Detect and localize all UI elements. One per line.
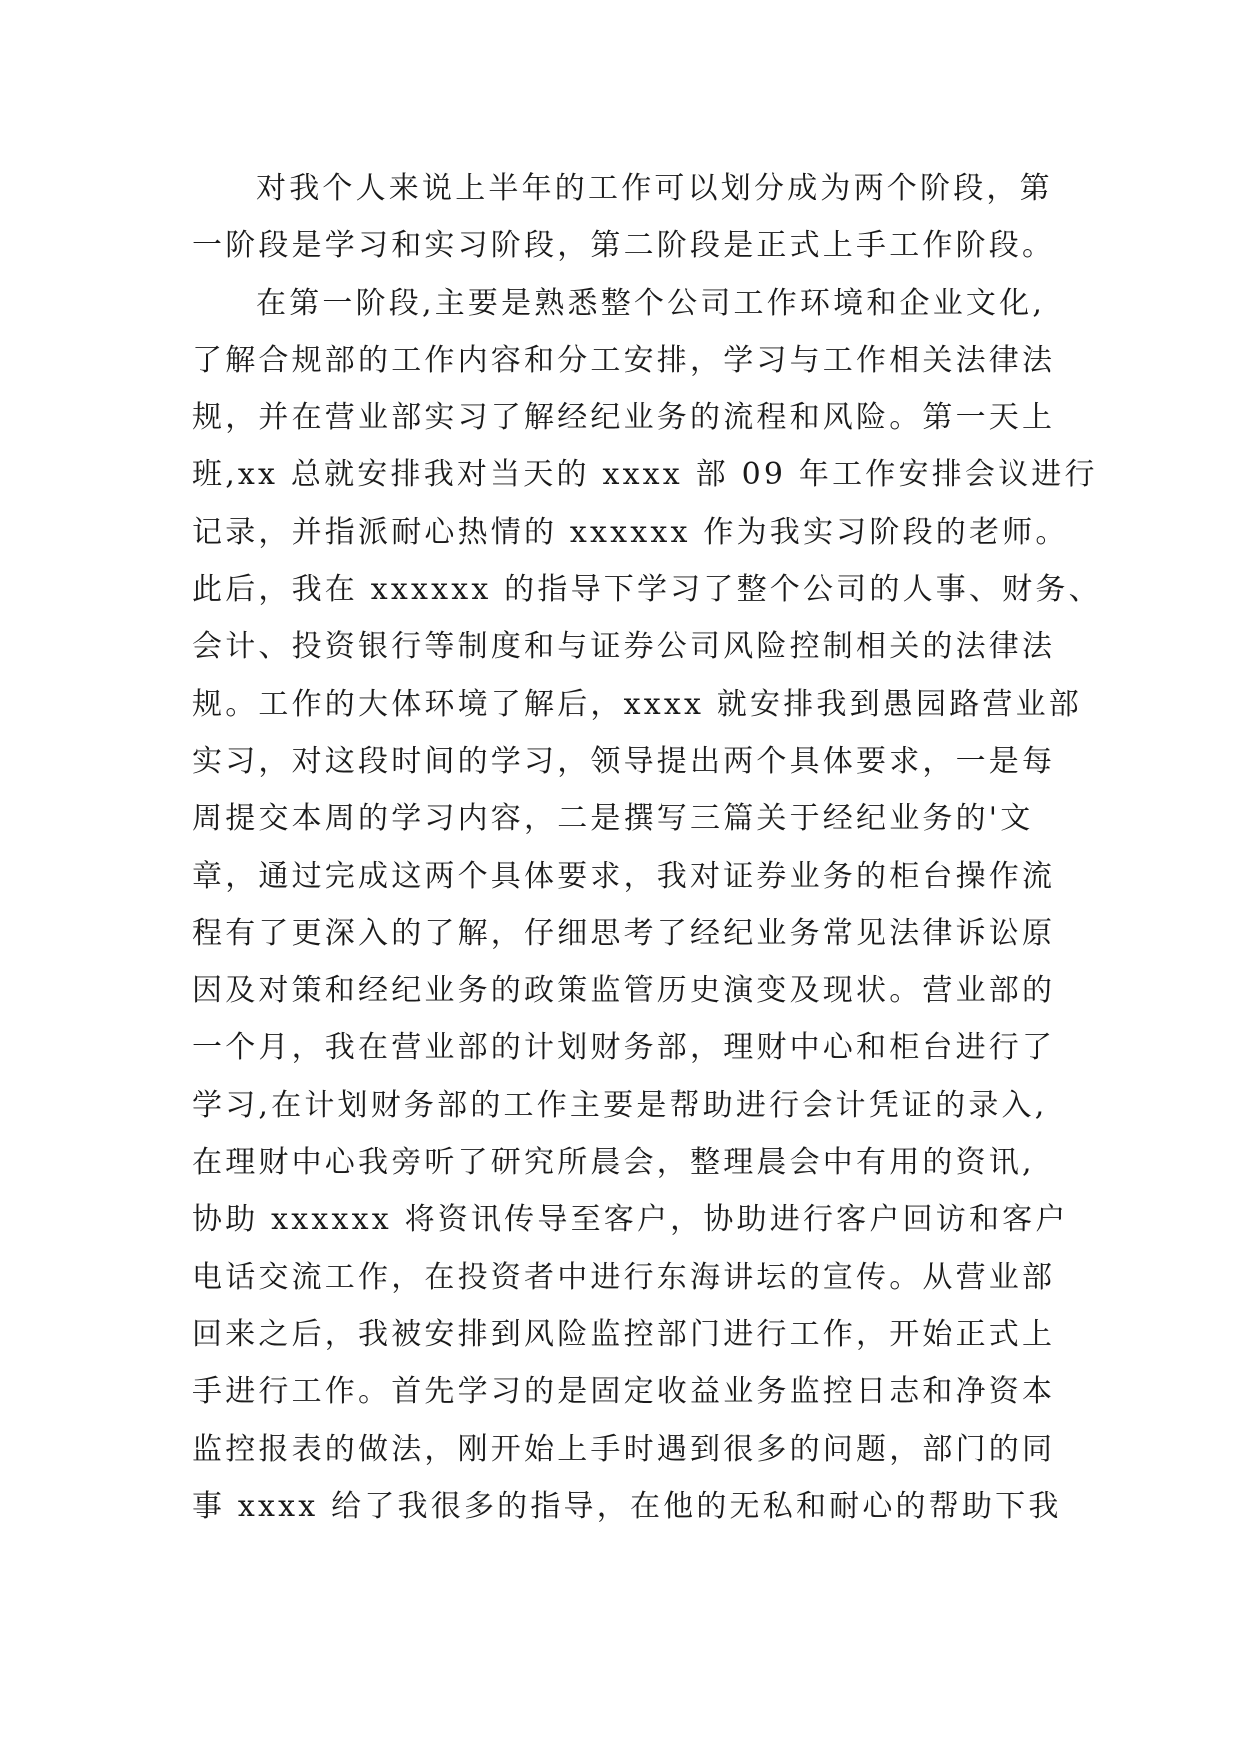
text-line: 规。工作的大体环境了解后，xxxx 就安排我到愚园路营业部 <box>192 686 1083 722</box>
text-line: 手进行工作。首先学习的是固定收益业务监控日志和净资本 <box>192 1374 1056 1410</box>
text-line: 电话交流工作，在投资者中进行东海讲坛的宣传。从营业部 <box>192 1259 1056 1295</box>
text-line: 一个月，我在营业部的计划财务部，理财中心和柜台进行了 <box>192 1030 1056 1066</box>
text-line: 章，通过完成这两个具体要求，我对证券业务的柜台操作流 <box>192 858 1056 894</box>
text-line: 学习,在计划财务部的工作主要是帮助进行会计凭证的录入, <box>192 1087 1048 1123</box>
text-line: 班,xx 总就安排我对当天的 xxxx 部 09 年工作安排会议进行 <box>192 457 1098 493</box>
text-line: 规，并在营业部实习了解经纪业务的流程和风险。第一天上 <box>192 400 1056 436</box>
text-line: 在理财中心我旁听了研究所晨会，整理晨会中有用的资讯, <box>192 1145 1035 1181</box>
text-line: 对我个人来说上半年的工作可以划分成为两个阶段，第 <box>256 171 1053 206</box>
text-line: 回来之后，我被安排到风险监控部门进行工作，开始正式上 <box>192 1316 1056 1352</box>
text-line: 此后，我在 xxxxxx 的指导下学习了整个公司的人事、财务、 <box>192 572 1102 608</box>
text-line: 实习，对这段时间的学习，领导提出两个具体要求，一是每 <box>192 743 1056 779</box>
body-text <box>192 160 1102 1535</box>
text-line: 在第一阶段,主要是熟悉整个公司工作环境和企业文化, <box>256 285 1046 321</box>
text-line: 程有了更深入的了解，仔细思考了经纪业务常见法律诉讼原 <box>192 915 1056 951</box>
text-line: 周提交本周的学习内容，二是撰写三篇关于经纪业务的'文 <box>192 801 1034 837</box>
text-line: 协助 xxxxxx 将资讯传导至客户，协助进行客户回访和客户 <box>192 1202 1069 1238</box>
text-line: 事 xxxx 给了我很多的指导，在他的无私和耐心的帮助下我 <box>192 1488 1062 1524</box>
text-line: 记录，并指派耐心热情的 xxxxxx 作为我实习阶段的老师。 <box>192 514 1069 550</box>
text-line: 一阶段是学习和实习阶段，第二阶段是正式上手工作阶段。 <box>192 228 1056 264</box>
text-line: 了解合规部的工作内容和分工安排，学习与工作相关法律法 <box>192 342 1056 378</box>
text-line: 监控报表的做法，刚开始上手时遇到很多的问题，部门的同 <box>192 1431 1056 1467</box>
text-line: 会计、投资银行等制度和与证券公司风险控制相关的法律法 <box>192 629 1056 665</box>
text-line: 因及对策和经纪业务的政策监管历史演变及现状。营业部的 <box>192 973 1056 1009</box>
